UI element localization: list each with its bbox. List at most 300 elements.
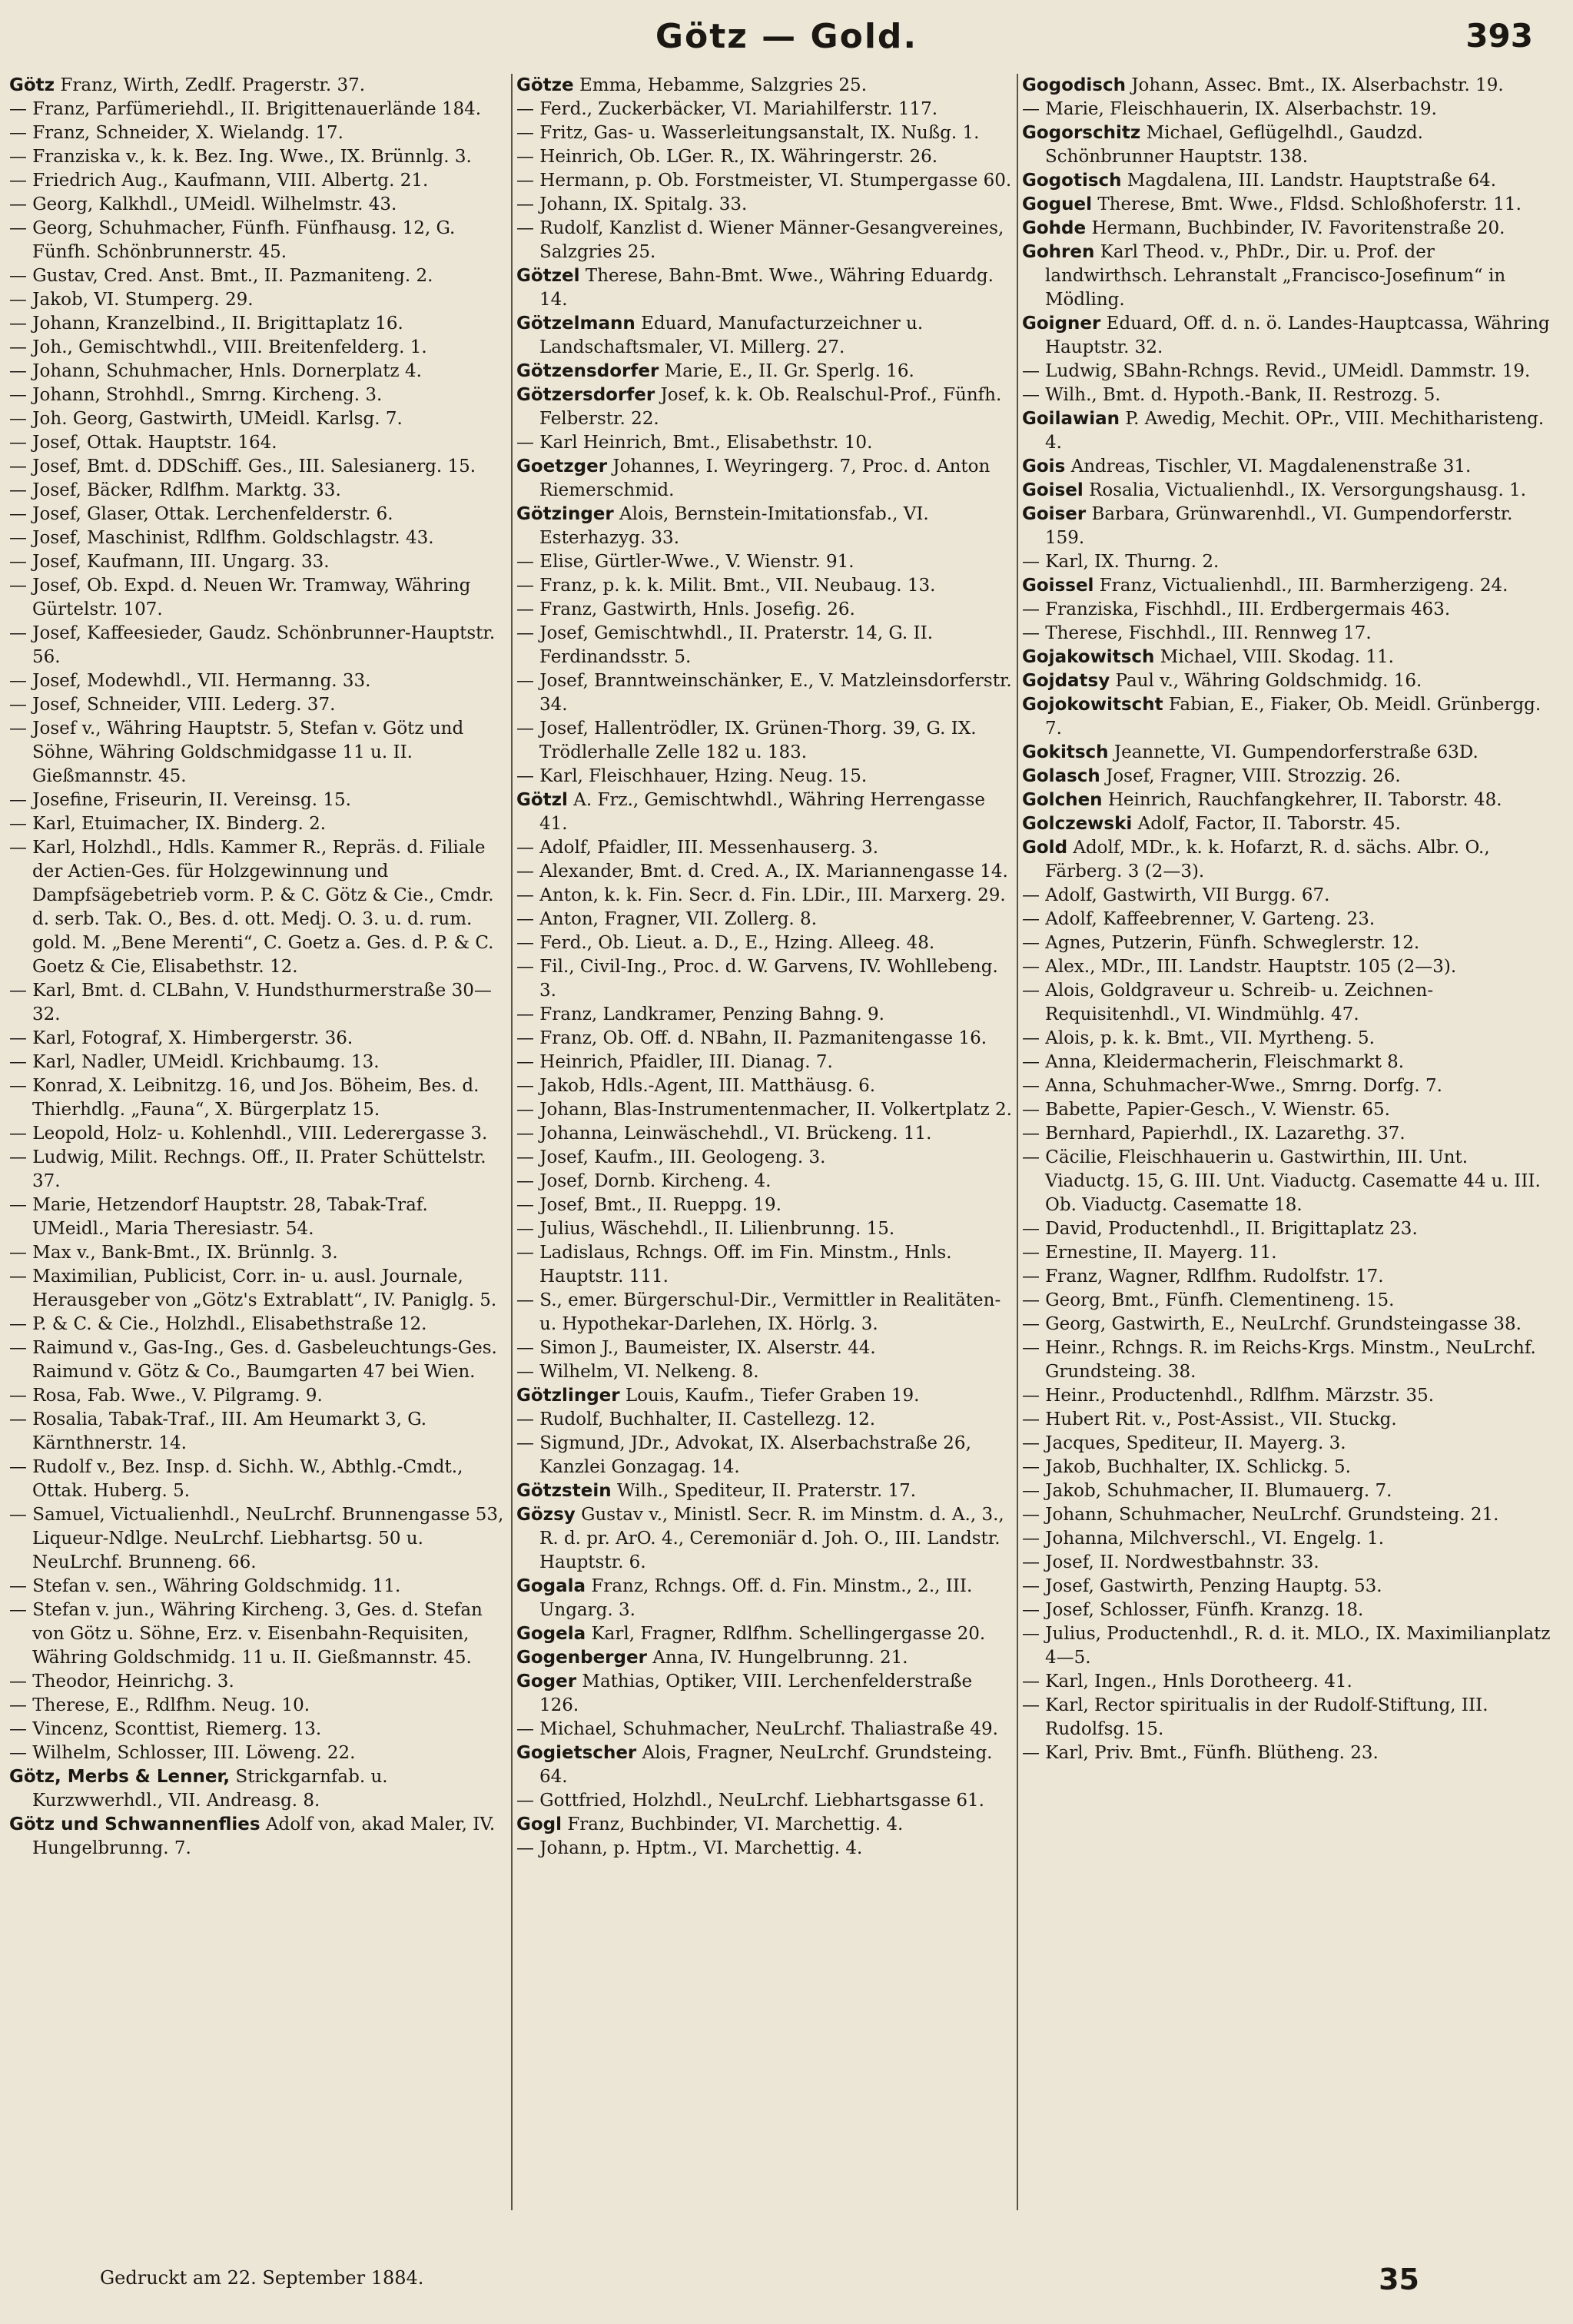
directory-entry bbox=[516, 1789, 1014, 1813]
directory-column-3 bbox=[1022, 74, 1552, 2210]
entry-surname: Gojdatsy bbox=[1022, 671, 1110, 691]
entry-details: Alois, Fragner, NeuLrchf. Grundsteing. 64. bbox=[539, 1743, 993, 1787]
page-header bbox=[0, 0, 1573, 69]
entry-details: — Josef, Dornb. Kircheng. 4. bbox=[516, 1171, 772, 1191]
directory-entry bbox=[516, 121, 1014, 145]
directory-entry bbox=[9, 264, 509, 288]
entry-details: — Jakob, VI. Stumperg. 29. bbox=[9, 290, 254, 310]
entry-surname: Götz bbox=[9, 75, 55, 95]
directory-entry bbox=[9, 1694, 509, 1718]
entry-surname: Goger bbox=[516, 1672, 577, 1692]
directory-entry bbox=[1022, 979, 1552, 1027]
entry-details: — Franz, Parfümeriehdl., II. Brigittenauerlände 184. bbox=[9, 99, 482, 119]
entry-surname: Gogotisch bbox=[1022, 171, 1122, 191]
entry-details: — Franziska, Fischhdl., III. Erdbergermais 463. bbox=[1022, 599, 1451, 619]
entry-details: Jeannette, VI. Gumpendorferstraße 63D. bbox=[1113, 742, 1478, 762]
entry-surname: Golasch bbox=[1022, 766, 1100, 786]
directory-entry bbox=[1022, 741, 1552, 765]
entry-details: — Josef, Kaffeesieder, Gaudz. Schönbrunner-Hauptstr. 56. bbox=[9, 623, 496, 667]
entry-surname: Goilawian bbox=[1022, 409, 1120, 429]
directory-entry bbox=[516, 1098, 1014, 1122]
directory-entry bbox=[9, 1336, 509, 1384]
entry-details: — Rosa, Fab. Wwe., V. Pilgramg. 9. bbox=[9, 1386, 323, 1406]
directory-entry bbox=[516, 1646, 1014, 1670]
entry-details: Michael, VIII. Skodag. 11. bbox=[1160, 647, 1394, 667]
directory-entry bbox=[516, 431, 1014, 455]
directory-entry bbox=[516, 908, 1014, 931]
entry-details: — Cäcilie, Fleischhauerin u. Gastwirthin, III. Unt. Viaductg. 15, G. III. Unt. Viaductg. Casematte 44 u. III. Ob. Viaductg. Casematte 18. bbox=[1022, 1147, 1541, 1215]
entry-details: — Adolf, Gastwirth, VII Burgg. 67. bbox=[1022, 885, 1330, 905]
entry-details: — Johann, Kranzelbind., II. Brigittaplatz 16. bbox=[9, 314, 403, 334]
directory-entry bbox=[516, 264, 1014, 312]
directory-entry bbox=[9, 1599, 509, 1670]
directory-entry bbox=[1022, 1265, 1552, 1289]
directory-entry bbox=[9, 1813, 509, 1861]
directory-entry bbox=[516, 1051, 1014, 1074]
entry-details: — Josef, Ob. Expd. d. Neuen Wr. Tramway, Währing Gürtelstr. 107. bbox=[9, 576, 471, 619]
directory-entry bbox=[516, 765, 1014, 788]
entry-details: — Heinrich, Ob. LGer. R., IX. Währingerstr. 26. bbox=[516, 147, 938, 167]
entry-details: Wilh., Spediteur, II. Praterstr. 17. bbox=[616, 1481, 917, 1501]
entry-details: Franz, Victualienhdl., III. Barmherzigeng. 24. bbox=[1099, 576, 1508, 596]
column-divider bbox=[511, 74, 513, 2210]
directory-entry bbox=[9, 1241, 509, 1265]
directory-entry bbox=[9, 1265, 509, 1313]
directory-entry bbox=[9, 145, 509, 169]
entry-details: — Josef, Schneider, VIII. Lederg. 37. bbox=[9, 695, 336, 715]
directory-entry bbox=[9, 431, 509, 455]
directory-entry bbox=[9, 1670, 509, 1694]
entry-details: — Julius, Productenhdl., R. d. it. MLO., IX. Maximilianplatz 4—5. bbox=[1022, 1624, 1551, 1668]
entry-details: — Karl, Etuimacher, IX. Binderg. 2. bbox=[9, 814, 327, 834]
entry-details: — Ludwig, Milit. Rechngs. Off., II. Prater Schüttelstr. 37. bbox=[9, 1147, 486, 1191]
directory-entry bbox=[1022, 693, 1552, 741]
directory-entry bbox=[1022, 217, 1552, 241]
directory-entry bbox=[1022, 765, 1552, 788]
entry-details: — Rudolf v., Bez. Insp. d. Sichh. W., Abthlg.-Cmdt., Ottak. Huberg. 5. bbox=[9, 1457, 463, 1501]
entry-details: Adolf von, akad Maler, IV. Hungelbrunng. 7. bbox=[32, 1814, 496, 1858]
entry-details: — Josef, Gastwirth, Penzing Hauptg. 53. bbox=[1022, 1576, 1382, 1596]
entry-details: — Josef, Branntweinschänker, E., V. Matzleinsdorferstr. 34. bbox=[516, 671, 1012, 715]
directory-entry bbox=[516, 1670, 1014, 1718]
entry-details: — Babette, Papier-Gesch., V. Wienstr. 65. bbox=[1022, 1100, 1390, 1120]
print-date-note: Gedruckt am 22. September 1884. bbox=[100, 2267, 424, 2289]
entry-details: — Josef, Hallentrödler, IX. Grünen-Thorg. 39, G. IX. Trödlerhalle Zelle 182 u. 183. bbox=[516, 719, 977, 762]
entry-details: — Bernhard, Papierhdl., IX. Lazarethg. 37. bbox=[1022, 1124, 1405, 1144]
entry-details: — Friedrich Aug., Kaufmann, VIII. Albertg. 21. bbox=[9, 171, 429, 191]
entry-details: — Jakob, Hdls.-Agent, III. Matthäusg. 6. bbox=[516, 1076, 876, 1096]
entry-surname: Götzensdorfer bbox=[516, 361, 659, 381]
entry-details: Franz, Rchngs. Off. d. Fin. Minstm., 2., III. Ungarg. 3. bbox=[539, 1576, 973, 1620]
entry-details: Therese, Bahn-Bmt. Wwe., Währing Eduardg. 14. bbox=[539, 266, 994, 310]
entry-details: — Wilh., Bmt. d. Hypoth.-Bank, II. Restrozg. 5. bbox=[1022, 385, 1441, 405]
entry-details: — Karl Heinrich, Bmt., Elisabethstr. 10. bbox=[516, 433, 873, 453]
entry-details: — Samuel, Victualienhdl., NeuLrchf. Brunnengasse 53, Liqueur-Ndlge. NeuLrchf. Liebhartsg. 50 u. NeuLrchf. Brunneng. 66. bbox=[9, 1505, 504, 1572]
entry-details: — Jacques, Spediteur, II. Mayerg. 3. bbox=[1022, 1433, 1346, 1453]
directory-entry bbox=[516, 1074, 1014, 1098]
directory-entry bbox=[516, 955, 1014, 1003]
directory-entry bbox=[9, 788, 509, 812]
entry-details: Marie, E., II. Gr. Sperlg. 16. bbox=[664, 361, 914, 381]
directory-entry bbox=[9, 503, 509, 526]
directory-entry bbox=[516, 836, 1014, 860]
entry-details: — Karl, IX. Thurng. 2. bbox=[1022, 552, 1220, 572]
entry-details: — Ludwig, SBahn-Rchngs. Revid., UMeidl. Dammstr. 19. bbox=[1022, 361, 1531, 381]
directory-entry bbox=[9, 1503, 509, 1575]
entry-details: — Fil., Civil-Ing., Proc. d. W. Garvens, IV. Wohllebeng. 3. bbox=[516, 957, 998, 1001]
directory-entry bbox=[1022, 1670, 1552, 1694]
entry-details: — Sigmund, JDr., Advokat, IX. Alserbachstraße 26, Kanzlei Gonzagag. 14. bbox=[516, 1433, 971, 1477]
entry-details: — Marie, Fleischhauerin, IX. Alserbachstr. 19. bbox=[1022, 99, 1437, 119]
entry-details: Mathias, Optiker, VIII. Lerchenfelderstraße 126. bbox=[539, 1672, 973, 1715]
entry-details: — Ferd., Ob. Lieut. a. D., E., Hzing. Alleeg. 48. bbox=[516, 933, 935, 953]
directory-entry bbox=[9, 193, 509, 217]
directory-entry bbox=[1022, 1622, 1552, 1670]
directory-entry bbox=[1022, 1408, 1552, 1432]
entry-surname: Götzl bbox=[516, 790, 568, 810]
directory-entry bbox=[516, 669, 1014, 717]
entry-details: — Johann, Schuhmacher, NeuLrchf. Grundsteing. 21. bbox=[1022, 1505, 1499, 1525]
entry-details: — Anna, Schuhmacher-Wwe., Smrng. Dorfg. 7. bbox=[1022, 1076, 1442, 1096]
entry-details: — Franz, Gastwirth, Hnls. Josefig. 26. bbox=[516, 599, 855, 619]
entry-details: — Karl, Nadler, UMeidl. Krichbaumg. 13. bbox=[9, 1052, 380, 1072]
directory-entry bbox=[516, 598, 1014, 622]
directory-entry bbox=[9, 455, 509, 479]
directory-entry bbox=[9, 479, 509, 503]
directory-entry bbox=[516, 574, 1014, 598]
directory-entry bbox=[516, 503, 1014, 550]
entry-surname: Gold bbox=[1022, 838, 1068, 858]
entry-details: — Josef, Ottak. Hauptstr. 164. bbox=[9, 433, 277, 453]
directory-entry bbox=[9, 74, 509, 98]
entry-details: — Josef, Kaufm., III. Geologeng. 3. bbox=[516, 1147, 826, 1167]
entry-details: Johannes, I. Weyringerg. 7, Proc. d. Anton Riemerschmid. bbox=[539, 456, 991, 500]
entry-details: — Josef, Gemischtwhdl., II. Praterstr. 14, G. II. Ferdinandsstr. 5. bbox=[516, 623, 934, 667]
directory-entry bbox=[9, 717, 509, 788]
entry-surname: Götzel bbox=[516, 266, 580, 286]
directory-entry bbox=[1022, 1503, 1552, 1527]
entry-details: — Maximilian, Publicist, Corr. in- u. ausl. Journale, Herausgeber von „Götz's Extrablatt“, IV. Paniglg. 5. bbox=[9, 1267, 497, 1310]
entry-details: — Rudolf, Kanzlist d. Wiener Männer-Gesangvereines, Salzgries 25. bbox=[516, 218, 1004, 262]
directory-entry bbox=[1022, 1694, 1552, 1741]
directory-entry bbox=[516, 1741, 1014, 1789]
entry-details: — Karl, Bmt. d. CLBahn, V. Hundsthurmerstraße 30—32. bbox=[9, 981, 492, 1024]
directory-entry bbox=[516, 931, 1014, 955]
entry-details: — Josef, Bmt., II. Rueppg. 19. bbox=[516, 1195, 782, 1215]
entry-surname: Goetzger bbox=[516, 456, 608, 476]
directory-entry bbox=[516, 622, 1014, 669]
entry-details: — Franz, Landkramer, Penzing Bahng. 9. bbox=[516, 1004, 884, 1024]
entry-details: — S., emer. Bürgerschul-Dir., Vermittler in Realitäten- u. Hypothekar-Darlehen, IX. Hörlg. 3. bbox=[516, 1290, 1001, 1334]
entry-details: Franz, Buchbinder, VI. Marchettig. 4. bbox=[567, 1814, 904, 1834]
directory-entry bbox=[1022, 1313, 1552, 1336]
entry-details: Karl, Fragner, Rdlfhm. Schellingergasse 20. bbox=[591, 1624, 986, 1644]
entry-details: — Heinr., Rchngs. R. im Reichs-Krgs. Minstm., NeuLrchf. Grundsteing. 38. bbox=[1022, 1338, 1536, 1382]
entry-details: — Josef, Maschinist, Rdlfhm. Goldschlagstr. 43. bbox=[9, 528, 434, 548]
entry-details: — Anton, Fragner, VII. Zollerg. 8. bbox=[516, 909, 817, 929]
directory-entry bbox=[1022, 360, 1552, 383]
directory-entry bbox=[1022, 1551, 1552, 1575]
directory-entry bbox=[9, 1146, 509, 1194]
entry-details: Magdalena, III. Landstr. Hauptstraße 64. bbox=[1127, 171, 1497, 191]
directory-entry bbox=[1022, 383, 1552, 407]
entry-surname: Goisel bbox=[1022, 480, 1084, 500]
entry-surname: Götzelmann bbox=[516, 314, 636, 334]
entry-surname: Golchen bbox=[1022, 790, 1103, 810]
directory-entry bbox=[516, 1503, 1014, 1575]
directory-entry bbox=[516, 1027, 1014, 1051]
entry-details: — Josef, Schlosser, Fünfh. Kranzg. 18. bbox=[1022, 1600, 1364, 1620]
directory-entry bbox=[9, 669, 509, 693]
directory-entry bbox=[1022, 193, 1552, 217]
directory-entry bbox=[1022, 1241, 1552, 1265]
entry-details: — Adolf, Kaffeebrenner, V. Garteng. 23. bbox=[1022, 909, 1376, 929]
entry-details: — Jakob, Schuhmacher, II. Blumauerg. 7. bbox=[1022, 1481, 1392, 1501]
directory-entry bbox=[1022, 1432, 1552, 1456]
entry-details: — Theodor, Heinrichg. 3. bbox=[9, 1672, 234, 1692]
entry-details: Josef, Fragner, VIII. Strozzig. 26. bbox=[1106, 766, 1401, 786]
directory-entry bbox=[9, 526, 509, 550]
directory-entry bbox=[9, 574, 509, 622]
directory-entry bbox=[1022, 479, 1552, 503]
entry-details: — Franz, Ob. Off. d. NBahn, II. Pazmanitengasse 16. bbox=[516, 1028, 987, 1048]
directory-entry bbox=[1022, 1599, 1552, 1622]
directory-entry bbox=[9, 812, 509, 836]
entry-details: — Max v., Bank-Bmt., IX. Brünnlg. 3. bbox=[9, 1243, 338, 1263]
directory-entry bbox=[1022, 1122, 1552, 1146]
entry-details: — Julius, Wäschehdl., II. Lilienbrunng. 15. bbox=[516, 1219, 895, 1239]
directory-entry bbox=[1022, 1527, 1552, 1551]
entry-surname: Gogietscher bbox=[516, 1743, 637, 1763]
entry-details: — David, Productenhdl., II. Brigittaplatz 23. bbox=[1022, 1219, 1418, 1239]
entry-details: — Karl, Fleischhauer, Hzing. Neug. 15. bbox=[516, 766, 868, 786]
entry-details: — Josef, Bäcker, Rdlfhm. Marktg. 33. bbox=[9, 480, 341, 500]
entry-details: — Gustav, Cred. Anst. Bmt., II. Pazmaniteng. 2. bbox=[9, 266, 433, 286]
directory-column-1 bbox=[9, 74, 509, 2210]
entry-details: — Gottfried, Holzhdl., NeuLrchf. Liebhartsgasse 61. bbox=[516, 1791, 984, 1811]
directory-entry bbox=[1022, 1479, 1552, 1503]
entry-details: — Franziska v., k. k. Bez. Ing. Wwe., IX. Brünnlg. 3. bbox=[9, 147, 472, 167]
directory-entry bbox=[1022, 1289, 1552, 1313]
entry-details: — Georg, Kalkhdl., UMeidl. Wilhelmstr. 43. bbox=[9, 194, 397, 214]
directory-column-2 bbox=[516, 74, 1014, 2210]
entry-details: — Karl, Holzhdl., Hdls. Kammer R., Repräs. d. Filiale der Actien-Ges. für Holzgewinnung und Dampfsägebetrieb vorm. P. & C. Götz & Cie., Cmdr. d. serb. Tak. O., Bes. d. ott. Medj. O. 3. u. d. rum. gold. M. „Bene Merenti“, C. Goetz a. Ges. d. P. & C. Goetz & Cie, Elisabethstr. 12. bbox=[9, 838, 494, 977]
entry-details: — Karl, Priv. Bmt., Fünfh. Blütheng. 23. bbox=[1022, 1743, 1379, 1763]
entry-details: Alois, Bernstein-Imitationsfab., VI. Esterhazyg. 33. bbox=[539, 504, 929, 548]
entry-details: — Josef, Bmt. d. DDSchiff. Ges., III. Salesianerg. 15. bbox=[9, 456, 476, 476]
directory-entry bbox=[516, 788, 1014, 836]
entry-surname: Gogorschitz bbox=[1022, 123, 1141, 143]
entry-details: — Josef, Kaufmann, III. Ungarg. 33. bbox=[9, 552, 330, 572]
entry-details: — Heinrich, Pfaidler, III. Dianag. 7. bbox=[516, 1052, 833, 1072]
directory-entry bbox=[9, 979, 509, 1027]
entry-details: — Wilhelm, Schlosser, III. Löweng. 22. bbox=[9, 1743, 356, 1763]
directory-entry bbox=[9, 622, 509, 669]
entry-details: — Vincenz, Sconttist, Riemerg. 13. bbox=[9, 1719, 322, 1739]
entry-details: Barbara, Grünwarenhdl., VI. Gumpendorferstr. 159. bbox=[1045, 504, 1513, 548]
directory-entry bbox=[1022, 1384, 1552, 1408]
directory-entry bbox=[9, 1575, 509, 1599]
directory-entry bbox=[9, 1027, 509, 1051]
directory-entry bbox=[516, 1241, 1014, 1289]
entry-details: — Hubert Rit. v., Post-Assist., VII. Stuckg. bbox=[1022, 1409, 1397, 1429]
entry-details: — Johann, Blas-Instrumentenmacher, II. Volkertplatz 2. bbox=[516, 1100, 1012, 1120]
directory-entry bbox=[9, 1051, 509, 1074]
directory-entry bbox=[9, 98, 509, 121]
entry-details: — Josef, II. Nordwestbahnstr. 33. bbox=[1022, 1552, 1319, 1572]
entry-surname: Götze bbox=[516, 75, 574, 95]
directory-entry bbox=[516, 717, 1014, 765]
entry-details: Michael, Geflügelhdl., Gaudzd. Schönbrunner Hauptstr. 138. bbox=[1045, 123, 1423, 167]
directory-entry bbox=[9, 169, 509, 193]
directory-entry bbox=[9, 1408, 509, 1456]
entry-details: — Alois, Goldgraveur u. Schreib- u. Zeichnen-Requisitenhdl., VI. Windmühlg. 47. bbox=[1022, 981, 1434, 1024]
entry-details: — Georg, Schuhmacher, Fünfh. Fünfhausg. 12, G. Fünfh. Schönbrunnerstr. 45. bbox=[9, 218, 456, 262]
entry-surname: Gogenberger bbox=[516, 1648, 647, 1668]
entry-details: — Johanna, Milchverschl., VI. Engelg. 1. bbox=[1022, 1529, 1385, 1549]
entry-details: Anna, IV. Hungelbrunng. 21. bbox=[652, 1648, 908, 1668]
entry-details: — Ladislaus, Rchngs. Off. im Fin. Minstm., Hnls. Hauptstr. 111. bbox=[516, 1243, 952, 1286]
entry-surname: Gogela bbox=[516, 1624, 586, 1644]
page-footer bbox=[0, 2252, 1573, 2313]
entry-details: — Anna, Kleidermacherin, Fleischmarkt 8. bbox=[1022, 1052, 1405, 1072]
entry-surname: Gojokowitscht bbox=[1022, 695, 1163, 715]
entry-surname: Gogl bbox=[516, 1814, 562, 1834]
entry-surname: Gokitsch bbox=[1022, 742, 1109, 762]
directory-entry bbox=[9, 383, 509, 407]
entry-details: — Josefine, Friseurin, II. Vereinsg. 15. bbox=[9, 790, 351, 810]
entry-details: Gustav v., Ministl. Secr. R. im Minstm. d. A., 3., R. d. pr. ArO. 4., Ceremoniär d. Joh. O., III. Landstr. Hauptstr. 6. bbox=[539, 1505, 1004, 1572]
directory-entry bbox=[516, 1289, 1014, 1336]
directory-entry bbox=[9, 288, 509, 312]
entry-details: — Rosalia, Tabak-Traf., III. Am Heumarkt 3, G. Kärnthnerstr. 14. bbox=[9, 1409, 427, 1453]
directory-entry bbox=[1022, 169, 1552, 193]
directory-entry bbox=[1022, 74, 1552, 98]
entry-details: — Franz, Schneider, X. Wielandg. 17. bbox=[9, 123, 343, 143]
directory-entry bbox=[9, 836, 509, 979]
entry-details: — Anton, k. k. Fin. Secr. d. Fin. LDir., III. Marxerg. 29. bbox=[516, 885, 1006, 905]
entry-details: Eduard, Off. d. n. ö. Landes-Hauptcassa, Währing Hauptstr. 32. bbox=[1045, 314, 1550, 357]
directory-entry bbox=[9, 550, 509, 574]
entry-surname: Goissel bbox=[1022, 576, 1094, 596]
directory-entry bbox=[516, 1837, 1014, 1861]
entry-details: — Heinr., Productenhdl., Rdlfhm. Märzstr. 35. bbox=[1022, 1386, 1435, 1406]
directory-entry bbox=[1022, 669, 1552, 693]
entry-surname: Gogala bbox=[516, 1576, 586, 1596]
directory-entry bbox=[9, 217, 509, 264]
directory-entry bbox=[1022, 503, 1552, 550]
directory-entry bbox=[516, 98, 1014, 121]
entry-details: Therese, Bmt. Wwe., Fldsd. Schloßhoferstr. 11. bbox=[1097, 194, 1522, 214]
entry-details: Adolf, Factor, II. Taborstr. 45. bbox=[1137, 814, 1401, 834]
directory-entry bbox=[1022, 1575, 1552, 1599]
directory-entry bbox=[1022, 955, 1552, 979]
entry-surname: Gogodisch bbox=[1022, 75, 1126, 95]
entry-details: — Johann, Strohhdl., Smrng. Kircheng. 3. bbox=[9, 385, 383, 405]
entry-details: — Johanna, Leinwäschehdl., VI. Brückeng. 11. bbox=[516, 1124, 932, 1144]
directory-entry bbox=[516, 1408, 1014, 1432]
entry-details: Hermann, Buchbinder, IV. Favoritenstraße 20. bbox=[1091, 218, 1505, 238]
entry-details: — Konrad, X. Leibnitzg. 16, und Jos. Böheim, Bes. d. Thierhdlg. „Fauna“, X. Bürgerplatz 15. bbox=[9, 1076, 480, 1120]
entry-details: — Alex., MDr., III. Landstr. Hauptstr. 105 (2—3). bbox=[1022, 957, 1457, 977]
directory-entry bbox=[516, 1575, 1014, 1622]
directory-entry bbox=[1022, 1336, 1552, 1384]
entry-details: — Franz, p. k. k. Milit. Bmt., VII. Neubaug. 13. bbox=[516, 576, 936, 596]
directory-entry bbox=[516, 145, 1014, 169]
directory-entry bbox=[9, 407, 509, 431]
directory-entry bbox=[9, 1741, 509, 1765]
directory-entry bbox=[9, 1074, 509, 1122]
entry-details: — Therese, E., Rdlfhm. Neug. 10. bbox=[9, 1695, 310, 1715]
entry-details: — Joh., Gemischtwhdl., VIII. Breitenfelderg. 1. bbox=[9, 337, 427, 357]
directory-entry bbox=[1022, 908, 1552, 931]
entry-details: — Karl, Ingen., Hnls Dorotheerg. 41. bbox=[1022, 1672, 1352, 1692]
directory-entry bbox=[9, 1313, 509, 1336]
directory-entry bbox=[9, 360, 509, 383]
entry-details: Strickgarnfab. u. Kurzwwerhdl., VII. Andreasg. 8. bbox=[32, 1767, 388, 1811]
entry-details: — Josef v., Währing Hauptstr. 5, Stefan v. Götz und Söhne, Währing Goldschmidgasse 11 u. II. Gießmannstr. 45. bbox=[9, 719, 464, 786]
directory-entry bbox=[1022, 1146, 1552, 1217]
entry-details: — Franz, Wagner, Rdlfhm. Rudolfstr. 17. bbox=[1022, 1267, 1384, 1286]
directory-entry bbox=[1022, 1741, 1552, 1765]
column-divider bbox=[1017, 74, 1018, 2210]
directory-entry bbox=[516, 1122, 1014, 1146]
entry-details: — Stefan v. sen., Währing Goldschmidg. 11. bbox=[9, 1576, 401, 1596]
entry-details: — Josef, Modewhdl., VII. Hermanng. 33. bbox=[9, 671, 371, 691]
entry-details: Fabian, E., Fiaker, Ob. Meidl. Grünbergg. 7. bbox=[1045, 695, 1541, 739]
directory-entry bbox=[1022, 1217, 1552, 1241]
directory-entry bbox=[516, 1146, 1014, 1170]
directory-entry bbox=[1022, 550, 1552, 574]
directory-entry bbox=[1022, 812, 1552, 836]
entry-surname: Goiser bbox=[1022, 504, 1087, 524]
entry-details: — Stefan v. jun., Währing Kircheng. 3, Ges. d. Stefan von Götz u. Söhne, Erz. v. Eisenbahn-Requisiten, Währing Goldschmidg. 11 u. II. Gießmannstr. 45. bbox=[9, 1600, 483, 1668]
directory-entry bbox=[1022, 574, 1552, 598]
directory-entry bbox=[9, 1194, 509, 1241]
directory-entry bbox=[9, 1765, 509, 1813]
entry-surname: Goigner bbox=[1022, 314, 1101, 334]
directory-entry bbox=[1022, 836, 1552, 884]
directory-entry bbox=[516, 1479, 1014, 1503]
entry-details: Louis, Kaufm., Tiefer Graben 19. bbox=[625, 1386, 920, 1406]
directory-entry bbox=[1022, 121, 1552, 169]
running-title: Götz — Gold. bbox=[655, 17, 918, 56]
directory-entry bbox=[516, 1003, 1014, 1027]
directory-entry bbox=[1022, 1027, 1552, 1051]
entry-details: Rosalia, Victualienhdl., IX. Versorgungshausg. 1. bbox=[1089, 480, 1527, 500]
entry-surname: Götz, Merbs & Lenner, bbox=[9, 1767, 231, 1787]
entry-details: — Adolf, Pfaidler, III. Messenhauserg. 3. bbox=[516, 838, 879, 858]
directory-entry bbox=[1022, 646, 1552, 669]
directory-entry bbox=[1022, 1456, 1552, 1479]
directory-entry bbox=[516, 169, 1014, 193]
entry-details: — Alexander, Bmt. d. Cred. A., IX. Mariannengasse 14. bbox=[516, 862, 1008, 881]
entry-details: Andreas, Tischler, VI. Magdalenenstraße 31. bbox=[1070, 456, 1472, 476]
entry-details: — Leopold, Holz- u. Kohlenhdl., VIII. Lederergasse 3. bbox=[9, 1124, 488, 1144]
directory-entry bbox=[1022, 312, 1552, 360]
entry-details: — Elise, Gürtler-Wwe., V. Wienstr. 91. bbox=[516, 552, 855, 572]
entry-details: Franz, Wirth, Zedlf. Pragerstr. 37. bbox=[60, 75, 366, 95]
entry-details: — Wilhelm, VI. Nelkeng. 8. bbox=[516, 1362, 759, 1382]
entry-details: Johann, Assec. Bmt., IX. Alserbachstr. 19. bbox=[1131, 75, 1504, 95]
entry-details: Adolf, MDr., k. k. Hofarzt, R. d. sächs. Albr. O., Färberg. 3 (2—3). bbox=[1045, 838, 1490, 881]
entry-details: — Alois, p. k. k. Bmt., VII. Myrtheng. 5. bbox=[1022, 1028, 1375, 1048]
directory-entry bbox=[1022, 622, 1552, 646]
entry-details: — Georg, Bmt., Fünfh. Clementineng. 15. bbox=[1022, 1290, 1395, 1310]
directory-entry bbox=[516, 1217, 1014, 1241]
directory-entry bbox=[1022, 1074, 1552, 1098]
directory-entry bbox=[516, 455, 1014, 503]
